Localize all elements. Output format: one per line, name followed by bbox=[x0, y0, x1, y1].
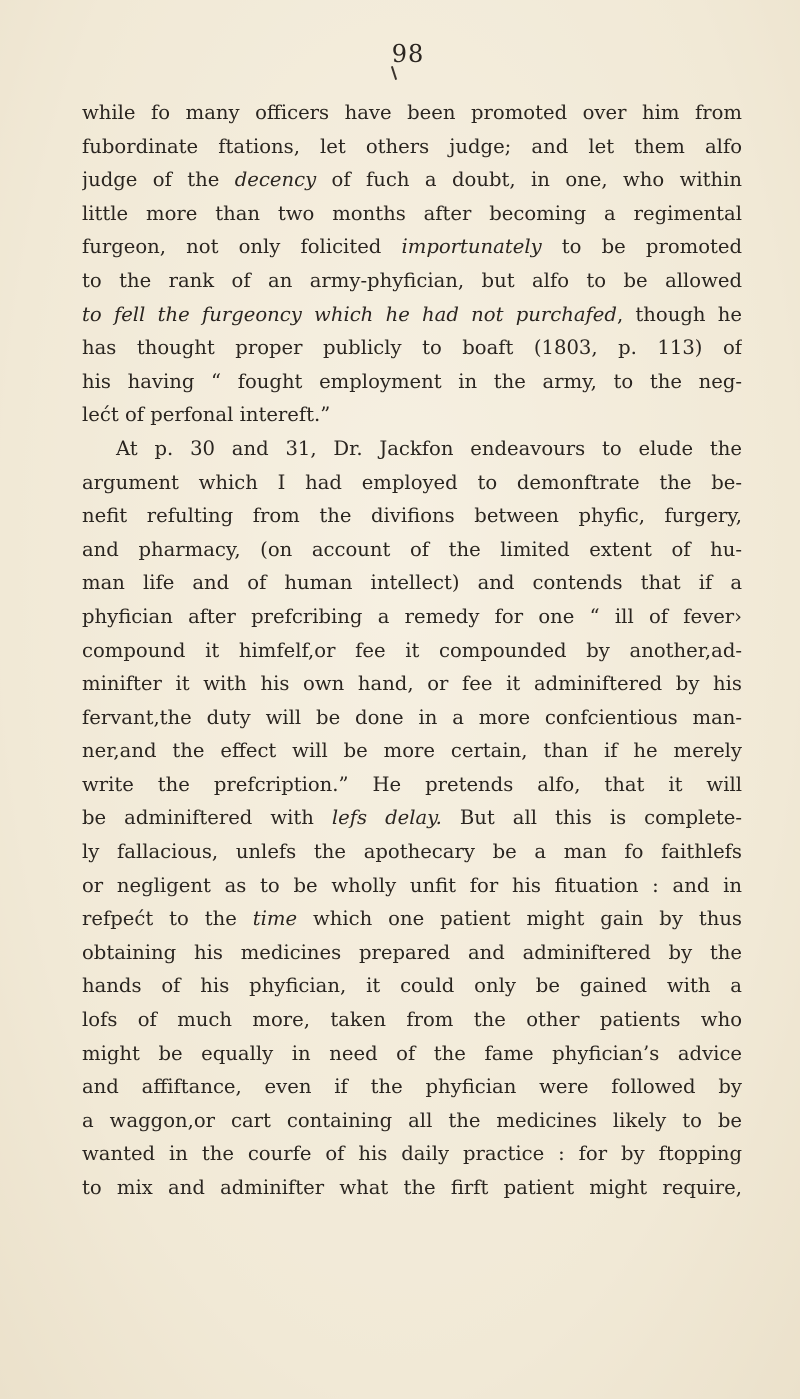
line-text: ly fallacious, unlefs the apothecary be a man fo faithlefs bbox=[82, 840, 742, 864]
line-text: has thought proper publicly to boaft (1803, p. 113) of bbox=[82, 336, 742, 360]
line-text: ner,and the effect will be more certain, than if he merely bbox=[82, 739, 742, 763]
text-line bbox=[82, 969, 742, 1003]
line-text: At p. 30 and 31, Dr. Jackfon endeavours to elude the bbox=[116, 436, 742, 460]
text-line bbox=[82, 902, 742, 936]
line-text: to the rank of an army-phyfician, but alfo to be allowed bbox=[82, 268, 742, 292]
line-text: But all this is complete- bbox=[441, 806, 742, 830]
text-line bbox=[82, 264, 742, 298]
line-text: lećt of perfonal intereft.” bbox=[82, 403, 331, 427]
line-text: minifter it with his own hand, or fee it adminiftered by his bbox=[82, 672, 742, 696]
line-text: obtaining his medicines prepared and adminiftered by the bbox=[82, 940, 742, 964]
line-text: and affiftance, even if the phyfician were followed by bbox=[82, 1075, 742, 1099]
line-text: hands of his phyfician, it could only be gained with a bbox=[82, 974, 742, 998]
text-line bbox=[82, 936, 742, 970]
text-line bbox=[82, 230, 742, 264]
body-text bbox=[82, 96, 742, 1205]
italic-text: importunately bbox=[401, 235, 542, 259]
text-line bbox=[82, 1104, 742, 1138]
text-line bbox=[82, 365, 742, 399]
text-line bbox=[82, 298, 742, 332]
line-text: and pharmacy, (on account of the limited extent of hu- bbox=[82, 537, 742, 561]
text-line bbox=[82, 96, 742, 130]
italic-text: time bbox=[252, 907, 298, 931]
text-line bbox=[82, 768, 742, 802]
line-text: compound it himfelf,or fee it compounded by another,ad- bbox=[82, 638, 742, 662]
line-text: nefit refulting from the divifions between phyfic, furgery, bbox=[82, 504, 742, 528]
line-text: judge of the bbox=[82, 168, 235, 192]
line-text: his having “ fought employment in the army, to the neg- bbox=[82, 369, 742, 393]
text-line bbox=[82, 634, 742, 668]
text-line bbox=[82, 1171, 742, 1205]
text-line bbox=[82, 432, 742, 466]
line-text: lofs of much more, taken from the other patients who bbox=[82, 1008, 742, 1032]
line-text: , though he bbox=[616, 302, 742, 326]
line-text: might be equally in need of the fame phyfician’s advice bbox=[82, 1041, 742, 1065]
margin-mark bbox=[391, 66, 397, 80]
text-line bbox=[82, 600, 742, 634]
text-line bbox=[82, 1003, 742, 1037]
line-text: phyfician after prefcribing a remedy for one “ ill of fever› bbox=[82, 604, 742, 628]
line-text: furgeon, not only folicited bbox=[82, 235, 402, 259]
line-text: or negligent as to be wholly unfit for his fituation : and in bbox=[82, 873, 742, 897]
page-number-text: 98 bbox=[391, 40, 425, 68]
text-line bbox=[82, 667, 742, 701]
line-text: a waggon,or cart containing all the medicines likely to be bbox=[82, 1108, 742, 1132]
text-line bbox=[82, 566, 742, 600]
line-text: fubordinate ftations, let others judge; and let them alfo bbox=[82, 134, 742, 158]
line-text: which one patient might gain by thus bbox=[297, 907, 742, 931]
line-text: argument which I had employed to demonftrate the be- bbox=[82, 470, 742, 494]
italic-text: to fell the furgeoncy which he had not purchafed bbox=[82, 302, 617, 326]
line-text: to be promoted bbox=[541, 235, 742, 259]
text-line bbox=[82, 869, 742, 903]
page-number bbox=[0, 40, 800, 68]
line-text: little more than two months after becoming a regimental bbox=[82, 201, 742, 225]
text-line bbox=[82, 331, 742, 365]
text-line bbox=[82, 701, 742, 735]
text-line bbox=[82, 533, 742, 567]
text-line bbox=[82, 1037, 742, 1071]
text-line bbox=[82, 1137, 742, 1171]
line-text: fervant,the duty will be done in a more confcientious man- bbox=[82, 705, 742, 729]
italic-text: lefs delay. bbox=[331, 806, 442, 830]
italic-text: decency bbox=[234, 168, 317, 192]
line-text: man life and of human intellect) and contends that if a bbox=[82, 571, 742, 595]
text-line bbox=[82, 801, 742, 835]
text-line bbox=[82, 197, 742, 231]
text-line bbox=[82, 1070, 742, 1104]
line-text: while fo many officers have been promoted over him from bbox=[82, 101, 742, 124]
text-line bbox=[82, 835, 742, 869]
line-text: wanted in the courfe of his daily practice : for by ftopping bbox=[82, 1142, 742, 1166]
text-line bbox=[82, 499, 742, 533]
line-text: of fuch a doubt, in one, who within bbox=[316, 168, 742, 192]
text-line bbox=[82, 163, 742, 197]
line-text: write the prefcription.” He pretends alfo, that it will bbox=[82, 772, 742, 796]
line-text: to mix and adminifter what the firft patient might require, bbox=[82, 1176, 742, 1199]
text-line bbox=[82, 734, 742, 768]
text-line bbox=[82, 466, 742, 500]
line-text: refpećt to the bbox=[82, 907, 253, 931]
line-text: be adminiftered with bbox=[82, 806, 332, 830]
text-line bbox=[82, 130, 742, 164]
text-line bbox=[82, 398, 742, 432]
